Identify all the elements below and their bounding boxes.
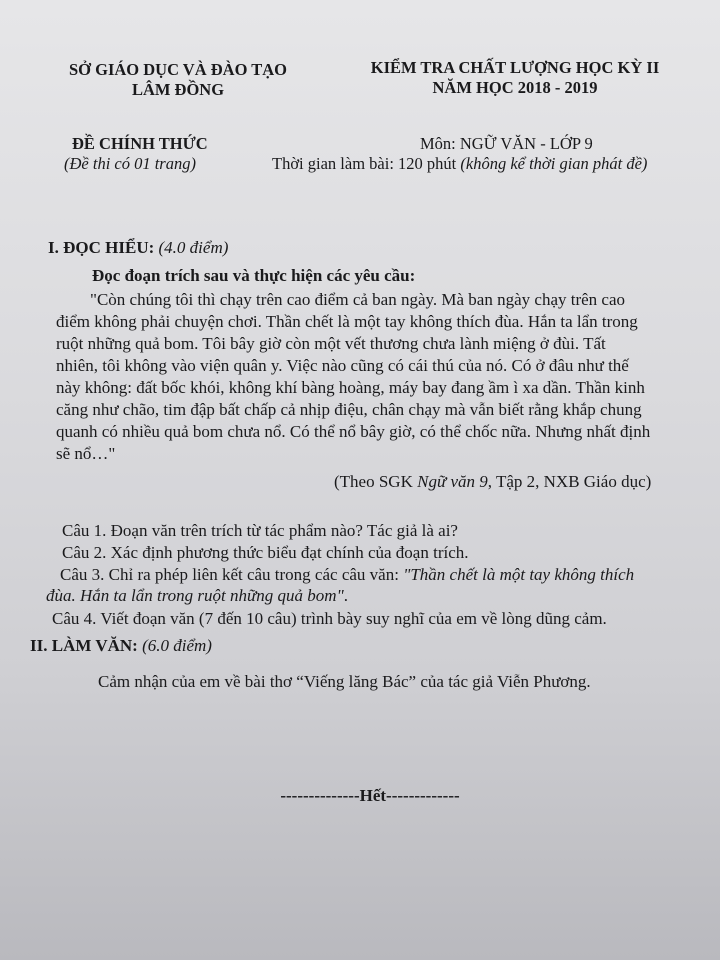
question-2: Câu 2. Xác định phương thức biểu đạt chính của đoạn trích. — [62, 543, 469, 562]
question-3-prefix: Câu 3. Chỉ ra phép liên kết câu trong các câu văn: — [60, 565, 404, 584]
question-3-quote: "Thần chết là một tay không thích — [403, 565, 635, 584]
time-note: (không kể thời gian phát đề) — [460, 154, 648, 173]
passage-line: điểm không phải chuyện chơi. Thần chết là một tay không thích đùa. Hắn ta lẩn trong — [56, 312, 638, 331]
passage-line: này không: đất bốc khói, không khí bàng hoàng, máy bay đang ầm ì xa dần. Thần kinh — [56, 378, 645, 397]
passage-source — [334, 472, 651, 492]
section2-title: II. LÀM VĂN: — [30, 636, 138, 655]
page-count: (Đề thi có 01 trang) — [64, 154, 196, 173]
passage-line: nhiên, tôi không vào viện quân y. Việc nào cũng có cái thú của nó. Có ở đâu như thế — [56, 356, 629, 375]
section1-title: I. ĐỌC HIỂU: — [48, 238, 155, 257]
passage-line: ruột những quả bom. Tôi bây giờ còn một vết thương chưa lành miệng ở đùi. Tất — [56, 334, 606, 353]
question-3-cont — [46, 586, 348, 606]
passage-line: quanh có nhiều quả bom chưa nổ. Có thể nổ bây giờ, có thể chốc nữa. Nhưng nhất định — [56, 422, 651, 441]
end-mark: --------------Hết------------- — [280, 786, 460, 805]
section1-points: (4.0 điểm) — [158, 238, 229, 257]
time-limit — [272, 154, 647, 174]
subject-label: Môn: NGỮ VĂN - LỚP 9 — [420, 134, 593, 153]
source-prefix: (Theo SGK — [334, 472, 418, 491]
school-year: NĂM HỌC 2018 - 2019 — [432, 78, 598, 97]
section1-heading — [48, 238, 228, 258]
official-label: ĐỀ CHÍNH THỨC — [72, 134, 208, 153]
reading-passage — [56, 290, 706, 490]
province-name: LÂM ĐỒNG — [131, 80, 225, 99]
section2-heading — [30, 636, 212, 656]
question-1: Câu 1. Đoạn văn trên trích từ tác phẩm nào? Tác giả là ai? — [62, 521, 458, 540]
question-3-quote-cont: đùa. Hắn ta lẩn trong ruột những quả bom" — [46, 586, 344, 605]
time-label: Thời gian làm bài: 120 phút — [272, 154, 457, 173]
question-3 — [60, 565, 634, 585]
source-suffix: , Tập 2, NXB Giáo dục) — [487, 472, 652, 491]
passage-line: sẽ nổ…" — [56, 444, 116, 463]
passage-line: căng như chão, tim đập bất chấp cả nhịp điệu, chân chạy mà vẫn biết rằng khắp chung — [56, 400, 642, 419]
source-book: Ngữ văn 9 — [417, 472, 488, 491]
essay-prompt: Cảm nhận của em về bài thơ “Viếng lăng Bác” của tác giả Viễn Phương. — [98, 672, 591, 691]
reading-instruction: Đọc đoạn trích sau và thực hiện các yêu cầu: — [92, 266, 416, 285]
question-3-end: . — [343, 586, 348, 605]
section2-points: (6.0 điểm) — [142, 636, 212, 655]
passage-line: "Còn chúng tôi thì chạy trên cao điểm cả ban ngày. Mà ban ngày chạy trên cao — [90, 290, 626, 309]
department-name: SỞ GIÁO DỤC VÀ ĐÀO TẠO — [68, 60, 288, 79]
question-4: Câu 4. Viết đoạn văn (7 đến 10 câu) trình bày suy nghĩ của em về lòng dũng cảm. — [52, 609, 607, 628]
exam-title: KIỂM TRA CHẤT LƯỢNG HỌC KỲ II — [370, 58, 660, 77]
